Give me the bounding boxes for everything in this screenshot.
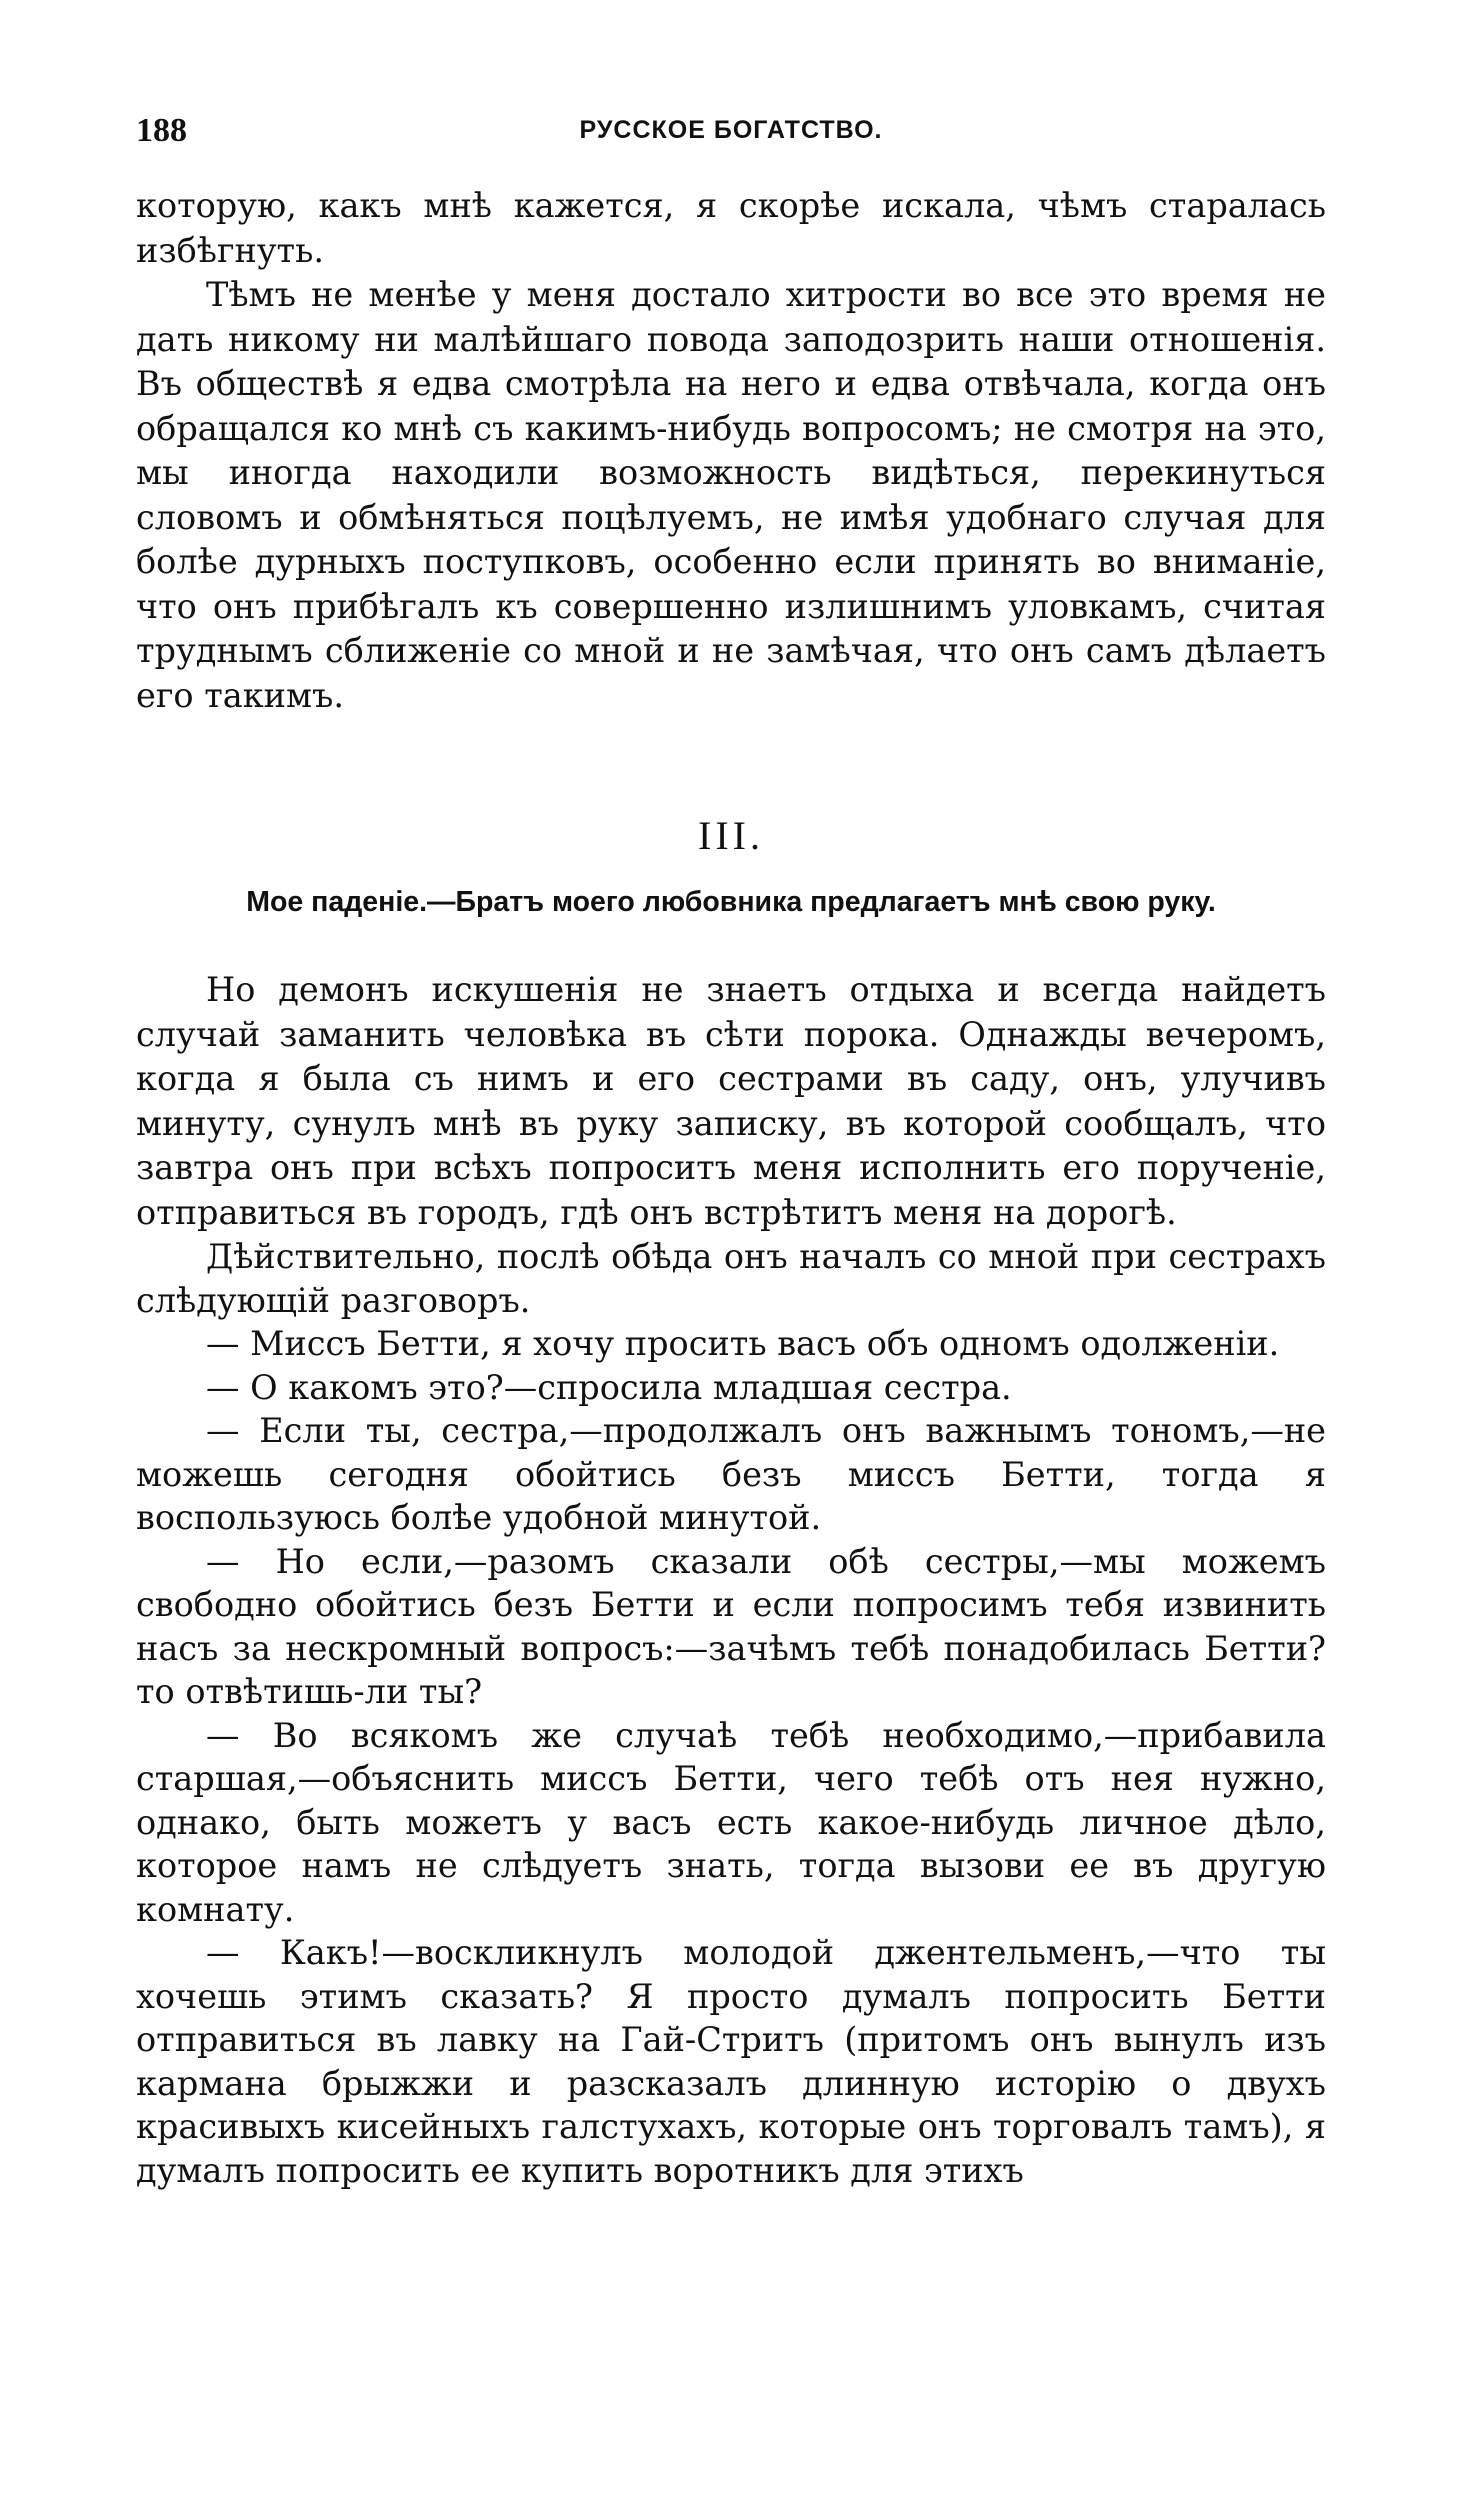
dialogue-line: — Миссъ Бетти, я хочу просить васъ объ одномъ одолженіи. — [206, 1324, 1280, 1363]
paragraph: Тѣмъ не менѣе у меня достало хитрости во все это время не дать никому ни малѣйшаго повода заподозрить наши отношенія. Въ обществѣ я едва смотрѣла на него и едва отвѣчала, когда онъ обращался ко мнѣ съ какимъ-нибудь вопросомъ; не смотря на это, мы иногда находили возможность видѣться, перекинуться словомъ и обмѣняться поцѣлуемъ, не имѣя удобнаго случая для болѣе дурныхъ поступковъ, особенно если принять во вниманіе, что онъ прибѣгалъ къ совершенно излишнимъ уловкамъ, считая труднымъ сближеніе со мной и не замѣчая, что онъ самъ дѣлаетъ его такимъ. — [136, 275, 1326, 715]
journal-title: РУССКОЕ БОГАТСТВО. — [579, 116, 883, 144]
section-one-text — [136, 184, 1326, 718]
dialogue-line: — Какъ!—воскликнулъ молодой джентельменъ,—что ты хочешь этимъ сказать? Я просто думалъ попросить Бетти отправиться въ лавку на Гай-Стритъ (притомъ онъ вынулъ изъ кармана брыжжи и разсказалъ длинную исторію о двухъ красивыхъ кисейныхъ галстухахъ, которые онъ торговалъ тамъ), я думалъ попросить ее купить воротникъ для этихъ — [136, 1933, 1326, 2190]
dialogue-line: — Если ты, сестра,—продолжалъ онъ важнымъ тономъ,—не можешь сегодня обойтись безъ миссъ Бетти, тогда я воспользуюсь болѣе удобной минутой. — [136, 1411, 1326, 1537]
dialogue-line: — Во всякомъ же случаѣ тебѣ необходимо,—прибавила старшая,—объяснить миссъ Бетти, чего тебѣ отъ нея нужно, однако, быть можетъ у васъ есть какое-нибудь личное дѣло, которое намъ не слѣдуетъ знать, тогда вызови ее въ другую комнату. — [136, 1715, 1326, 1929]
running-head — [136, 100, 1326, 160]
section-two-text — [136, 968, 1326, 2192]
chapter-numeral: III. — [698, 813, 764, 858]
book-page — [136, 100, 1326, 2192]
chapter-subtitle: Мое паденіе.—Братъ моего любовника предлагаетъ мнѣ свою руку. — [246, 886, 1216, 918]
page-number: 188 — [136, 112, 187, 149]
paragraph-continuation: которую, какъ мнѣ кажется, я скорѣе искала, чѣмъ старалась избѣгнуть. — [136, 186, 1326, 270]
dialogue-line: — О какомъ это?—спросила младшая сестра. — [206, 1367, 1012, 1407]
paragraph: Дѣйствительно, послѣ обѣда онъ началъ со мной при сестрахъ слѣдующій разговоръ. — [136, 1237, 1326, 1320]
paragraph: Но демонъ искушенія не знаетъ отдыха и всегда найдетъ случай заманить человѣка въ сѣти порока. Однажды вечеромъ, когда я была съ нимъ и его сестрами въ саду, онъ, улучивъ минуту, сунулъ мнѣ въ руку записку, въ которой сообщалъ, что завтра онъ при всѣхъ попроситъ меня исполнить его порученіе, отправиться въ городъ, гдѣ онъ встрѣтитъ меня на дорогѣ. — [136, 970, 1326, 1232]
dialogue-line: — Но если,—разомъ сказали обѣ сестры,—мы можемъ свободно обойтись безъ Бетти и если попросимъ тебя извинить насъ за нескромный вопросъ:—зачѣмъ тебѣ понадобилась Бетти? то отвѣтишь-ли ты? — [136, 1541, 1326, 1711]
